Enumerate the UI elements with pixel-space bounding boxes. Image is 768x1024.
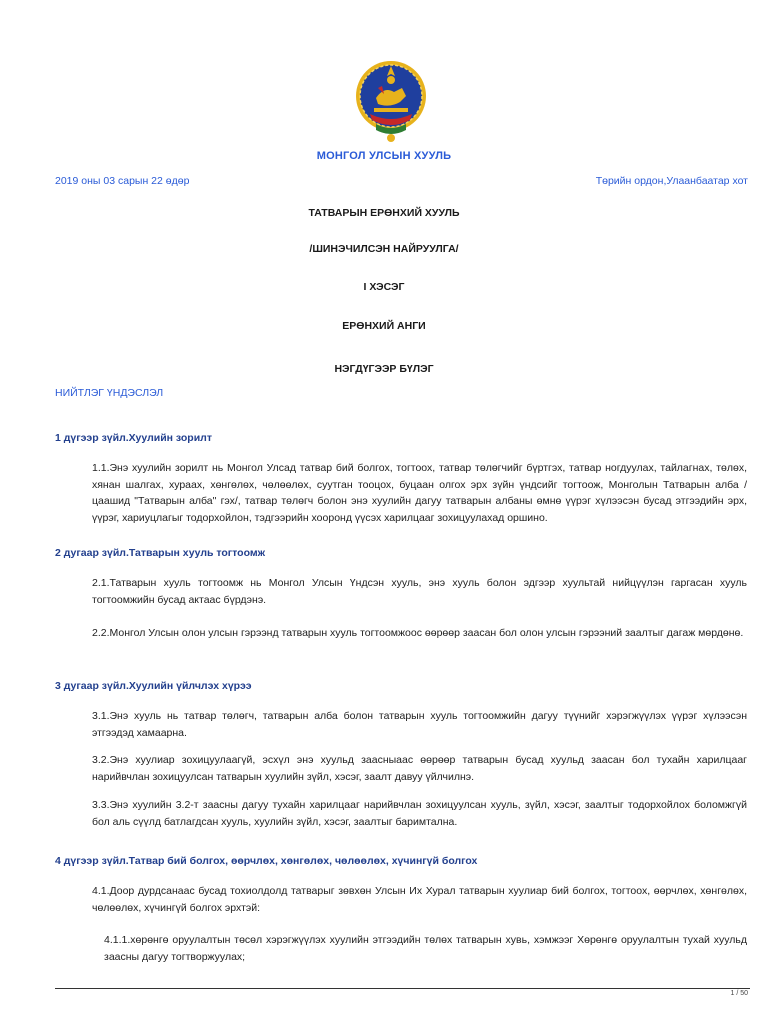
law-type-title: МОНГОЛ УЛСЫН ХУУЛЬ — [316, 150, 452, 162]
article-paragraph: 3.3.Энэ хуулийн 3.2-т заасны дагуу тухайн харилцааг нарийвчлан зохицуулсан хууль, зүйл, хэсэг, заалтыг тодорхойлох боломжгүй бол аль сүүлд батлагдсан хууль, хуулийн зүйл, хэсэг, заалтыг баримтална. — [92, 799, 747, 828]
article-title: 2 дугаар зүйл.Татварын хууль тогтоомж — [55, 547, 266, 559]
article-paragraph: 3.1.Энэ хууль нь татвар төлөгч, татварын алба болон татварын хууль тогтоомжийн дагуу түүнийг хэрэгжүүлэх үүрэг хүлээсэн этгээдэд хамаарна. — [92, 710, 747, 739]
revision-heading: /ШИНЭЧИЛСЭН НАЙРУУЛГА/ — [309, 243, 459, 255]
article-subparagraph: 4.1.1.хөрөнгө оруулалтын төсөл хэрэгжүүлэх хуулийн этгээдийн төлөх татварын хувь, хэмжээг Хөрөнгө оруулалтын тухай хуульд заасны дагуу тогтворжуулах; — [104, 934, 747, 963]
article-paragraph: 4.1.Доор дурдсанаас бусад тохиолдолд татварыг зөвхөн Улсын Их Хурал татварын хуулиар бий болгох, тогтоох, өөрчлөх, хөнгөлөх, чөлөөлөх, хүчингүй болгох эрхтэй: — [92, 885, 747, 914]
state-emblem-icon — [354, 58, 428, 144]
page-number: 1 / 50 — [730, 990, 748, 997]
article-paragraph: 2.1.Татварын хууль тогтоомж нь Монгол Улсын Үндсэн хууль, энэ хууль болон эдгээр хуультай нийцүүлэн гаргасан хууль тогтоомжийн бусад актаас бүрдэнэ. — [92, 577, 747, 606]
general-section-heading: ЕРӨНХИЙ АНГИ — [342, 320, 426, 332]
article-paragraph: 3.2.Энэ хуулиар зохицуулаагүй, эсхүл энэ хуульд заасныаас өөрөөр татварын бусад хуульд заасан бол тухайн харилцааг нарийвчлан зохицуулсан татварын хуулийн зүйл, хэсэг, заалт давуу үйлчилнэ. — [92, 754, 747, 783]
article-title: 3 дугаар зүйл.Хуулийн үйлчлэх хүрээ — [55, 680, 252, 692]
footer-divider — [55, 988, 750, 989]
law-name-heading: ТАТВАРЫН ЕРӨНХИЙ ХУУЛЬ — [308, 207, 460, 219]
article-paragraph: 1.1.Энэ хуулийн зорилт нь Монгол Улсад татвар бий болгох, тогтоох, татвар төлөгчийг бүртгэх, татвар ногдуулах, тайлагнах, төлөх, хянан шалгах, хураах, хөнгөлөх, чөлөөлөх, суутган тооцох, буцаан олгох эрх зүйн үндсийг тогтоож, Монголын Татварын алба /цаашид "Татварын алба" гэх/, татвар төлөгч болон энэ хуулийн дагуу татварын албаны өмнө үүрэг хүлээсэн бусад этгээдийн эрх, үүрэг, хариуцлагыг тодорхойлон, тэдгээрийн хооронд үүсэх харилцааг зохицуулахад оршино. — [92, 462, 747, 524]
article-title: 1 дүгээр зүйл.Хуулийн зорилт — [55, 432, 212, 444]
article-title: 4 дүгээр зүйл.Татвар бий болгох, өөрчлөх, хөнгөлөх, чөлөөлөх, хүчингүй болгох — [55, 855, 478, 867]
adoption-place: Төрийн ордон,Улаанбаатар хот — [595, 175, 748, 187]
article-paragraph: 2.2.Монгол Улсын олон улсын гэрээнд татварын хууль тогтоомжоос өөрөөр заасан бол олон улсын гэрээний заалтыг дагаж мөрдөнө. — [92, 627, 744, 639]
adoption-date: 2019 оны 03 сарын 22 өдөр — [55, 175, 190, 187]
chapter-subtitle: НИЙТЛЭГ ҮНДЭСЛЭЛ — [55, 387, 164, 399]
chapter-heading: НЭГДҮГЭЭР БҮЛЭГ — [334, 363, 434, 375]
part-heading: I ХЭСЭГ — [363, 281, 405, 293]
